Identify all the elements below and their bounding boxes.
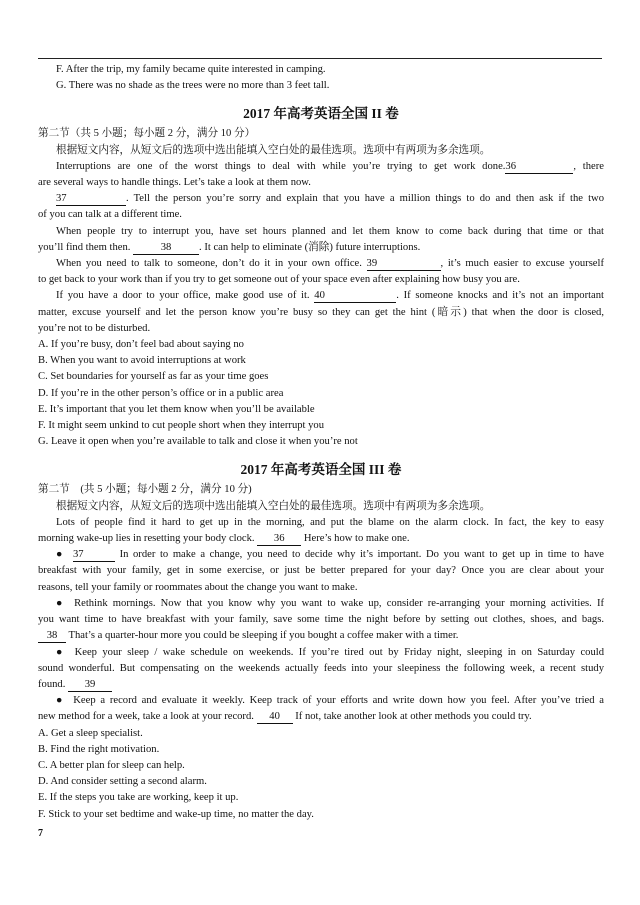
section3-blank-37: 37	[73, 549, 115, 562]
section3-part-label: 第二节 (共 5 小题；每小题 2 分，满分 10 分)	[38, 484, 252, 496]
section3-option-f: F. Stick to your set bedtime and wake-up time, no matter the day.	[38, 808, 314, 820]
section2-blank-37: 37	[56, 193, 126, 206]
section3-paragraph-3-end: 38 That’s a quarter-hour more you could be sleeping if you bought a coffee maker with a timer.	[38, 628, 604, 644]
page-number: 7	[38, 828, 43, 839]
section3-blank-40: 40	[257, 711, 293, 724]
section3-paragraph-5: ● Keep a record and evaluate it weekly. Keep track of your efforts and write down how you feel. After you’ve tried a	[56, 695, 605, 707]
section3-instruction: 根据短文内容，从短文后的选项中选出能填入空白处的最佳选项。选项中有两项为多余选项。	[56, 500, 491, 512]
section3-title: 2017 年高考英语全国 III 卷	[240, 462, 402, 478]
document-body	[38, 62, 604, 823]
section2-title: 2017 年高考英语全国 II 卷	[243, 106, 399, 122]
section3-paragraph-1-cont: morning wake-up lies in resetting your body clock. 36 Here’s how to make one.	[38, 533, 410, 545]
section2-paragraph-5-cont: matter, excuse yourself and let the person know you’re busy so they can get the hint (暗示) that when the door is closed,	[38, 306, 604, 318]
section3-paragraph-4-cont: sound wonderful. But compensating on the weekends actually feeds into your sleepiness the following week, a recent study	[38, 662, 604, 674]
section3-paragraph-4: ● Keep your sleep / wake schedule on weekends. If you’re tired out by Friday night, sleeping in on Saturday could	[56, 646, 605, 658]
section2-option-f: F. It might seem unkind to cut people short when they interrupt you	[38, 420, 325, 432]
section3-option-b: B. Find the right motivation.	[38, 743, 160, 755]
section2-paragraph-5-end: you’re not to be disturbed.	[38, 322, 151, 334]
section2-option-a: A. If you’re busy, don’t feel bad about saying no	[38, 339, 244, 351]
section2-paragraph-1: Interruptions are one of the worst things to deal with while you’re trying to get work done.36 , there	[56, 160, 604, 172]
section2-paragraph-4: When you need to talk to someone, don’t do it in your own office. 39 , it’s much easier to excuse yourself	[56, 258, 604, 270]
top-option-g: G. There was no shade as the trees were no more than 3 feet tall.	[56, 80, 330, 92]
section2-paragraph-2-cont: of you can talk at a different time.	[38, 209, 182, 221]
section2-paragraph-5: If you have a door to your office, make good use of it. 40 . If someone knocks and it’s not an important	[56, 290, 604, 302]
section3-blank-38: 38	[38, 630, 66, 643]
section2-paragraph-3-cont: you’ll find them then. 38 . It can help to eliminate (消除) future interruptions.	[38, 241, 421, 253]
section2-paragraph-2: 37 . Tell the person you’re sorry and explain that you have a million things to do and then ask if the two	[56, 193, 604, 205]
bullet-icon: ●	[56, 695, 65, 707]
section3-paragraph-2-cont: breakfast with your family, get in some exercise, or just be better prepared for your day? Once you are clear about your	[38, 565, 604, 577]
section2-paragraph-4-cont: to get back to your work than if you try to get someone out of your space even after explaining how busy you are.	[38, 274, 520, 286]
top-option-f: F. After the trip, my family became quite interested in camping.	[56, 64, 326, 75]
bullet-icon: ●	[56, 597, 65, 609]
section3-paragraph-3-cont: you want time to have breakfast with your family, save some time the night before by setting out clothes, shoes, and bags.	[38, 614, 604, 626]
section2-blank-36: 36	[505, 161, 573, 174]
bullet-icon: ●	[56, 549, 65, 561]
section2-part-label: 第二节（共 5 小题；每小题 2 分，满分 10 分）	[38, 128, 256, 140]
section3-paragraph-2: ● 37 In order to make a change, you need to decide why it’s important. Do you want to get up in time to have	[56, 549, 604, 561]
bullet-icon: ●	[56, 646, 66, 658]
section2-paragraph-3: When people try to interrupt you, have set hours planned and let them know to come back during that time or that	[56, 225, 604, 237]
section3-option-c: C. A better plan for sleep can help.	[38, 759, 185, 771]
section3-blank-39: 39	[68, 679, 112, 692]
section2-blank-39: 39	[367, 258, 441, 271]
section2-option-g: G. Leave it open when you’re available to talk and close it when you’re not	[38, 436, 358, 448]
section3-paragraph-4-end: found. 39	[38, 677, 604, 693]
section2-option-b: B. When you want to avoid interruptions at work	[38, 355, 246, 367]
section2-instruction: 根据短文内容，从短文后的选项中选出能填入空白处的最佳选项。选项中有两项为多余选项。	[56, 144, 491, 156]
section2-blank-38: 38	[133, 242, 199, 255]
header-rule	[38, 58, 602, 59]
section3-paragraph-3: ● Rethink mornings. Now that you know why you want to wake up, consider re-arranging your morning activities. If	[56, 597, 605, 609]
section3-option-e: E. If the steps you take are working, keep it up.	[38, 792, 239, 804]
section3-paragraph-5-cont: new method for a week, take a look at your record. 40 If not, take another look at other methods you could try.	[38, 711, 532, 723]
section3-option-d: D. And consider setting a second alarm.	[38, 776, 207, 788]
section3-paragraph-1: Lots of people find it hard to get up in the morning, and put the blame on the alarm clock. In fact, the key to easy	[56, 516, 604, 528]
section2-option-c: C. Set boundaries for yourself as far as your time goes	[38, 371, 269, 383]
section3-blank-36: 36	[257, 533, 301, 546]
section2-paragraph-1-cont: are several ways to handle things. Let’s take a look at them now.	[38, 177, 311, 189]
section2-option-e: E. It’s important that you let them know when you’ll be available	[38, 403, 315, 415]
section3-paragraph-2-end: reasons, tell your family or roommates about the change you want to make.	[38, 581, 358, 593]
section2-option-d: D. If you’re in the other person’s office or in a public area	[38, 387, 284, 399]
section3-option-a: A. Get a sleep specialist.	[38, 727, 143, 739]
section2-blank-40: 40	[314, 290, 396, 303]
